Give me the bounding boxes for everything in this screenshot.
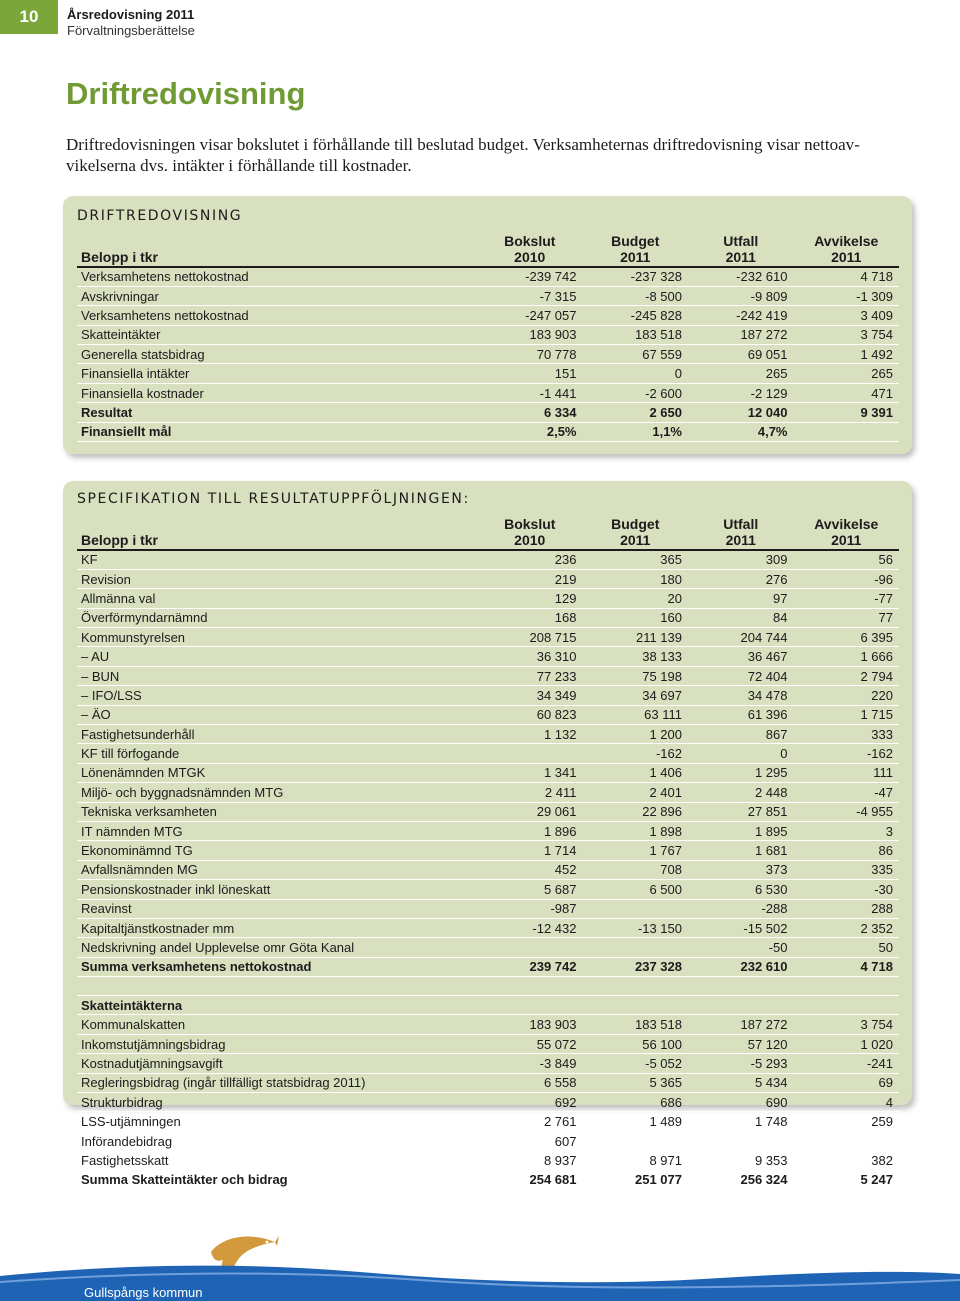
cell-budget-2011: 34 697 <box>583 686 689 705</box>
cell-budget-2011: 63 111 <box>583 705 689 724</box>
report-title: Årsredovisning 2011 <box>67 7 195 22</box>
table-row <box>77 345 899 364</box>
cell-bokslut-2010: 1 341 <box>477 763 583 782</box>
table-row <box>77 821 899 840</box>
row-label: Ekonominämnd TG <box>77 841 477 860</box>
intro-paragraph <box>66 134 886 176</box>
table-row <box>77 899 899 918</box>
cell-budget-2011: 1,1% <box>583 422 689 441</box>
header-budget: Budget 2011 <box>583 232 689 267</box>
cell-bokslut-2010: 183 903 <box>477 325 583 344</box>
table-row <box>77 647 899 666</box>
cell-avvikelse-2011: -47 <box>794 783 900 802</box>
cell-avvikelse-2011: 5 247 <box>794 1170 900 1189</box>
cell-bokslut-2010: 60 823 <box>477 705 583 724</box>
table-row <box>77 763 899 782</box>
cell-bokslut-2010: -987 <box>477 899 583 918</box>
cell-budget-2011: 686 <box>583 1093 689 1112</box>
cell-budget-2011: 1 898 <box>583 821 689 840</box>
cell-budget-2011: 160 <box>583 608 689 627</box>
cell-utfall-2011: 69 051 <box>688 345 794 364</box>
cell-avvikelse-2011: 288 <box>794 899 900 918</box>
cell-avvikelse-2011: 259 <box>794 1112 900 1131</box>
cell-bokslut-2010: 55 072 <box>477 1034 583 1053</box>
cell-bokslut-2010: -1 441 <box>477 383 583 402</box>
row-label: Kapitaltjänstkostnader mm <box>77 918 477 937</box>
row-label: Nedskrivning andel Upplevelse omr Göta Kanal <box>77 938 477 957</box>
table-row <box>77 841 899 860</box>
table-row <box>77 977 899 996</box>
cell-bokslut-2010: -12 432 <box>477 918 583 937</box>
cell-bokslut-2010: 6 558 <box>477 1073 583 1092</box>
cell-bokslut-2010: 183 903 <box>477 1015 583 1034</box>
cell-budget-2011: 251 077 <box>583 1170 689 1189</box>
table-header-row <box>77 515 899 550</box>
cell-budget-2011: -2 600 <box>583 383 689 402</box>
page-title: Driftredovisning <box>66 76 306 111</box>
cell-budget-2011: 6 500 <box>583 880 689 899</box>
cell-avvikelse-2011: 2 794 <box>794 666 900 685</box>
cell-utfall-2011: 97 <box>688 589 794 608</box>
row-label: Kostnadutjämningsavgift <box>77 1054 477 1073</box>
table-row <box>77 364 899 383</box>
cell-bokslut-2010: 2 411 <box>477 783 583 802</box>
row-label: Avfallsnämnden MG <box>77 860 477 879</box>
row-label: LSS-utjämningen <box>77 1112 477 1131</box>
cell-budget-2011: -237 328 <box>583 267 689 286</box>
cell-avvikelse-2011: -30 <box>794 880 900 899</box>
spacer-cell <box>77 977 477 996</box>
table-row <box>77 267 899 286</box>
row-label: – IFO/LSS <box>77 686 477 705</box>
row-label: Verksamhetens nettokostnad <box>77 306 477 325</box>
cell-utfall-2011: 9 353 <box>688 1151 794 1170</box>
table-row <box>77 628 899 647</box>
cell-utfall-2011: 690 <box>688 1093 794 1112</box>
driftredovisning-table <box>77 232 899 442</box>
intro-line-1: Driftredovisningen visar bokslutet i förhållande till beslutad budget. Verksamheternas driftredovisning visar nettoav- <box>66 135 860 154</box>
table-row <box>77 880 899 899</box>
cell-utfall-2011: 57 120 <box>688 1034 794 1053</box>
cell-budget-2011: 1 200 <box>583 725 689 744</box>
table-row <box>77 725 899 744</box>
cell-budget-2011 <box>583 938 689 957</box>
cell-bokslut-2010: 34 349 <box>477 686 583 705</box>
table-row <box>77 686 899 705</box>
table-row <box>77 918 899 937</box>
cell-utfall-2011: 5 434 <box>688 1073 794 1092</box>
row-label: Summa verksamhetens nettokostnad <box>77 957 477 976</box>
cell-utfall-2011 <box>688 996 794 1015</box>
row-label: Fastighetsskatt <box>77 1151 477 1170</box>
cell-utfall-2011: 1 681 <box>688 841 794 860</box>
footer-organization: Gullspångs kommun <box>84 1285 203 1300</box>
row-label: Miljö- och byggnadsnämnden MTG <box>77 783 477 802</box>
specifikation-title: SPECIFIKATION TILL RESULTATUPPFÖLJNINGEN: <box>77 491 470 507</box>
cell-budget-2011: 180 <box>583 569 689 588</box>
row-label: Verksamhetens nettokostnad <box>77 267 477 286</box>
cell-avvikelse-2011: 333 <box>794 725 900 744</box>
row-label: KF till förfogande <box>77 744 477 763</box>
cell-avvikelse-2011: -4 955 <box>794 802 900 821</box>
cell-bokslut-2010: 692 <box>477 1093 583 1112</box>
cell-bokslut-2010: 2,5% <box>477 422 583 441</box>
cell-budget-2011 <box>583 899 689 918</box>
cell-budget-2011: 183 518 <box>583 1015 689 1034</box>
cell-utfall-2011: 265 <box>688 364 794 383</box>
cell-bokslut-2010: 6 334 <box>477 403 583 422</box>
header-label: Belopp i tkr <box>77 515 477 550</box>
cell-budget-2011: -162 <box>583 744 689 763</box>
specifikation-panel <box>63 481 912 1188</box>
table-row <box>77 783 899 802</box>
table-row <box>77 403 899 422</box>
table-row <box>77 306 899 325</box>
driftredovisning-panel <box>63 196 912 454</box>
cell-avvikelse-2011 <box>794 1131 900 1150</box>
cell-avvikelse-2011: 4 718 <box>794 957 900 976</box>
table-row <box>77 1054 899 1073</box>
cell-avvikelse-2011: 77 <box>794 608 900 627</box>
cell-budget-2011 <box>583 1131 689 1150</box>
cell-utfall-2011: 4,7% <box>688 422 794 441</box>
table-row <box>77 938 899 957</box>
cell-avvikelse-2011 <box>794 996 900 1015</box>
header-utfall: Utfall 2011 <box>688 232 794 267</box>
cell-budget-2011: 22 896 <box>583 802 689 821</box>
cell-bokslut-2010: -239 742 <box>477 267 583 286</box>
row-label: Kommunstyrelsen <box>77 628 477 647</box>
cell-avvikelse-2011 <box>794 422 900 441</box>
row-label: Reavinst <box>77 899 477 918</box>
cell-avvikelse-2011: 3 409 <box>794 306 900 325</box>
cell-budget-2011: 2 401 <box>583 783 689 802</box>
cell-bokslut-2010: 70 778 <box>477 345 583 364</box>
cell-bokslut-2010: 29 061 <box>477 802 583 821</box>
cell-avvikelse-2011: 220 <box>794 686 900 705</box>
table-row <box>77 957 899 976</box>
cell-budget-2011: 20 <box>583 589 689 608</box>
row-label: Avskrivningar <box>77 286 477 305</box>
cell-bokslut-2010: 239 742 <box>477 957 583 976</box>
row-label: Inkomstutjämningsbidrag <box>77 1034 477 1053</box>
cell-bokslut-2010: 8 937 <box>477 1151 583 1170</box>
cell-budget-2011: 237 328 <box>583 957 689 976</box>
header-bokslut: Bokslut 2010 <box>477 232 583 267</box>
cell-bokslut-2010: 129 <box>477 589 583 608</box>
cell-avvikelse-2011: 111 <box>794 763 900 782</box>
cell-bokslut-2010: 236 <box>477 550 583 569</box>
cell-utfall-2011: 1 895 <box>688 821 794 840</box>
table-row <box>77 383 899 402</box>
table-row <box>77 996 899 1015</box>
driftredovisning-body <box>77 267 899 442</box>
cell-utfall-2011: 61 396 <box>688 705 794 724</box>
cell-utfall-2011: 187 272 <box>688 325 794 344</box>
cell-utfall-2011: -2 129 <box>688 383 794 402</box>
cell-budget-2011: 1 489 <box>583 1112 689 1131</box>
table-row <box>77 325 899 344</box>
cell-budget-2011 <box>583 996 689 1015</box>
section-name: Förvaltningsberättelse <box>67 23 195 38</box>
header-avvikelse: Avvikelse 2011 <box>794 232 900 267</box>
cell-avvikelse-2011: 471 <box>794 383 900 402</box>
cell-bokslut-2010: 1 132 <box>477 725 583 744</box>
cell-bokslut-2010: 607 <box>477 1131 583 1150</box>
cell-avvikelse-2011: 265 <box>794 364 900 383</box>
cell-budget-2011: 183 518 <box>583 325 689 344</box>
cell-bokslut-2010 <box>477 938 583 957</box>
cell-bokslut-2010: 2 761 <box>477 1112 583 1131</box>
header-budget: Budget 2011 <box>583 515 689 550</box>
cell-utfall-2011: 276 <box>688 569 794 588</box>
cell-budget-2011: 1 767 <box>583 841 689 860</box>
table-row <box>77 1170 899 1189</box>
cell-utfall-2011: -242 419 <box>688 306 794 325</box>
row-label: Revision <box>77 569 477 588</box>
table-row <box>77 802 899 821</box>
cell-bokslut-2010: -247 057 <box>477 306 583 325</box>
cell-avvikelse-2011: 69 <box>794 1073 900 1092</box>
cell-utfall-2011: 867 <box>688 725 794 744</box>
cell-bokslut-2010: 254 681 <box>477 1170 583 1189</box>
cell-utfall-2011: 232 610 <box>688 957 794 976</box>
cell-bokslut-2010 <box>477 744 583 763</box>
cell-avvikelse-2011: 1 492 <box>794 345 900 364</box>
cell-avvikelse-2011: 56 <box>794 550 900 569</box>
cell-utfall-2011: -15 502 <box>688 918 794 937</box>
cell-avvikelse-2011: 3 754 <box>794 1015 900 1034</box>
cell-budget-2011: 708 <box>583 860 689 879</box>
row-label: IT nämnden MTG <box>77 821 477 840</box>
cell-bokslut-2010: 168 <box>477 608 583 627</box>
cell-avvikelse-2011: 50 <box>794 938 900 957</box>
cell-avvikelse-2011: 335 <box>794 860 900 879</box>
cell-budget-2011: 8 971 <box>583 1151 689 1170</box>
row-label: Summa Skatteintäkter och bidrag <box>77 1170 477 1189</box>
driftredovisning-title: DRIFTREDOVISNING <box>77 208 243 224</box>
cell-utfall-2011: 34 478 <box>688 686 794 705</box>
cell-avvikelse-2011: 1 666 <box>794 647 900 666</box>
cell-avvikelse-2011: 2 352 <box>794 918 900 937</box>
cell-utfall-2011 <box>688 1131 794 1150</box>
cell-budget-2011: 5 365 <box>583 1073 689 1092</box>
cell-bokslut-2010 <box>477 996 583 1015</box>
cell-avvikelse-2011: -96 <box>794 569 900 588</box>
cell-avvikelse-2011: 3 <box>794 821 900 840</box>
table-row <box>77 589 899 608</box>
row-label: Regleringsbidrag (ingår tillfälligt statsbidrag 2011) <box>77 1073 477 1092</box>
cell-budget-2011: 365 <box>583 550 689 569</box>
cell-budget-2011: 2 650 <box>583 403 689 422</box>
cell-avvikelse-2011: -1 309 <box>794 286 900 305</box>
row-label: Införandebidrag <box>77 1131 477 1150</box>
table-row <box>77 744 899 763</box>
row-label: Pensionskostnader inkl löneskatt <box>77 880 477 899</box>
cell-utfall-2011: 36 467 <box>688 647 794 666</box>
table-row <box>77 1131 899 1150</box>
cell-utfall-2011: -5 293 <box>688 1054 794 1073</box>
row-label: – BUN <box>77 666 477 685</box>
cell-avvikelse-2011: 1 020 <box>794 1034 900 1053</box>
row-label: – ÄO <box>77 705 477 724</box>
cell-avvikelse-2011: -162 <box>794 744 900 763</box>
cell-bokslut-2010: 219 <box>477 569 583 588</box>
cell-budget-2011: 75 198 <box>583 666 689 685</box>
cell-budget-2011: 1 406 <box>583 763 689 782</box>
cell-utfall-2011: 0 <box>688 744 794 763</box>
table-row <box>77 666 899 685</box>
cell-utfall-2011: 84 <box>688 608 794 627</box>
header-label: Belopp i tkr <box>77 232 477 267</box>
specifikation-body <box>77 550 899 1190</box>
spacer-cell <box>688 977 794 996</box>
row-label: Resultat <box>77 403 477 422</box>
cell-avvikelse-2011: -77 <box>794 589 900 608</box>
table-row <box>77 422 899 441</box>
cell-budget-2011: -245 828 <box>583 306 689 325</box>
cell-budget-2011: -8 500 <box>583 286 689 305</box>
spacer-cell <box>477 977 583 996</box>
cell-bokslut-2010: 1 896 <box>477 821 583 840</box>
header-avvikelse: Avvikelse 2011 <box>794 515 900 550</box>
row-label: Fastighetsunderhåll <box>77 725 477 744</box>
cell-avvikelse-2011: 6 395 <box>794 628 900 647</box>
cell-budget-2011: 211 139 <box>583 628 689 647</box>
cell-bokslut-2010: 5 687 <box>477 880 583 899</box>
row-label: Finansiellt mål <box>77 422 477 441</box>
row-label: Finansiella kostnader <box>77 383 477 402</box>
table-row <box>77 550 899 569</box>
cell-bokslut-2010: 1 714 <box>477 841 583 860</box>
table-row <box>77 860 899 879</box>
cell-utfall-2011: 187 272 <box>688 1015 794 1034</box>
cell-bokslut-2010: -7 315 <box>477 286 583 305</box>
cell-bokslut-2010: -3 849 <box>477 1054 583 1073</box>
row-label: Allmänna val <box>77 589 477 608</box>
table-row <box>77 705 899 724</box>
cell-avvikelse-2011: 4 <box>794 1093 900 1112</box>
cell-budget-2011: 67 559 <box>583 345 689 364</box>
row-label: Lönenämnden MTGK <box>77 763 477 782</box>
table-row <box>77 1034 899 1053</box>
table-row <box>77 608 899 627</box>
header-bokslut: Bokslut 2010 <box>477 515 583 550</box>
page-number: 10 <box>0 0 58 34</box>
cell-avvikelse-2011: 4 718 <box>794 267 900 286</box>
cell-utfall-2011: -232 610 <box>688 267 794 286</box>
cell-bokslut-2010: 77 233 <box>477 666 583 685</box>
cell-utfall-2011: 27 851 <box>688 802 794 821</box>
cell-utfall-2011: -50 <box>688 938 794 957</box>
table-row <box>77 1112 899 1131</box>
row-label: Finansiella intäkter <box>77 364 477 383</box>
cell-utfall-2011: -9 809 <box>688 286 794 305</box>
cell-budget-2011: 56 100 <box>583 1034 689 1053</box>
cell-utfall-2011: 373 <box>688 860 794 879</box>
cell-utfall-2011: 256 324 <box>688 1170 794 1189</box>
cell-utfall-2011: 1 748 <box>688 1112 794 1131</box>
cell-utfall-2011: 309 <box>688 550 794 569</box>
row-label: Kommunalskatten <box>77 1015 477 1034</box>
table-row <box>77 286 899 305</box>
cell-utfall-2011: 2 448 <box>688 783 794 802</box>
row-label: Skatteintäkter <box>77 325 477 344</box>
table-row <box>77 1015 899 1034</box>
cell-bokslut-2010: 452 <box>477 860 583 879</box>
row-label: – AU <box>77 647 477 666</box>
table-row <box>77 569 899 588</box>
cell-avvikelse-2011: 9 391 <box>794 403 900 422</box>
cell-avvikelse-2011: 1 715 <box>794 705 900 724</box>
cell-bokslut-2010: 36 310 <box>477 647 583 666</box>
table-header-row <box>77 232 899 267</box>
cell-avvikelse-2011: 382 <box>794 1151 900 1170</box>
cell-budget-2011: -5 052 <box>583 1054 689 1073</box>
cell-utfall-2011: 12 040 <box>688 403 794 422</box>
spacer-cell <box>583 977 689 996</box>
cell-utfall-2011: 204 744 <box>688 628 794 647</box>
row-label: Överförmyndarnämnd <box>77 608 477 627</box>
row-label: Tekniska verksamheten <box>77 802 477 821</box>
spacer-cell <box>794 977 900 996</box>
cell-budget-2011: -13 150 <box>583 918 689 937</box>
cell-utfall-2011: 6 530 <box>688 880 794 899</box>
table-row <box>77 1073 899 1092</box>
header-utfall: Utfall 2011 <box>688 515 794 550</box>
cell-bokslut-2010: 208 715 <box>477 628 583 647</box>
cell-avvikelse-2011: -241 <box>794 1054 900 1073</box>
table-row <box>77 1093 899 1112</box>
row-label: Generella statsbidrag <box>77 345 477 364</box>
table-row <box>77 1151 899 1170</box>
cell-avvikelse-2011: 3 754 <box>794 325 900 344</box>
specifikation-table <box>77 515 899 1191</box>
cell-utfall-2011: 1 295 <box>688 763 794 782</box>
intro-line-2: vikelserna dvs. intäkter i förhållande till kostnader. <box>66 156 412 175</box>
cell-budget-2011: 0 <box>583 364 689 383</box>
cell-utfall-2011: -288 <box>688 899 794 918</box>
row-label: Skatteintäkterna <box>77 996 477 1015</box>
cell-utfall-2011: 72 404 <box>688 666 794 685</box>
row-label: Strukturbidrag <box>77 1093 477 1112</box>
cell-budget-2011: 38 133 <box>583 647 689 666</box>
cell-bokslut-2010: 151 <box>477 364 583 383</box>
cell-avvikelse-2011: 86 <box>794 841 900 860</box>
row-label: KF <box>77 550 477 569</box>
